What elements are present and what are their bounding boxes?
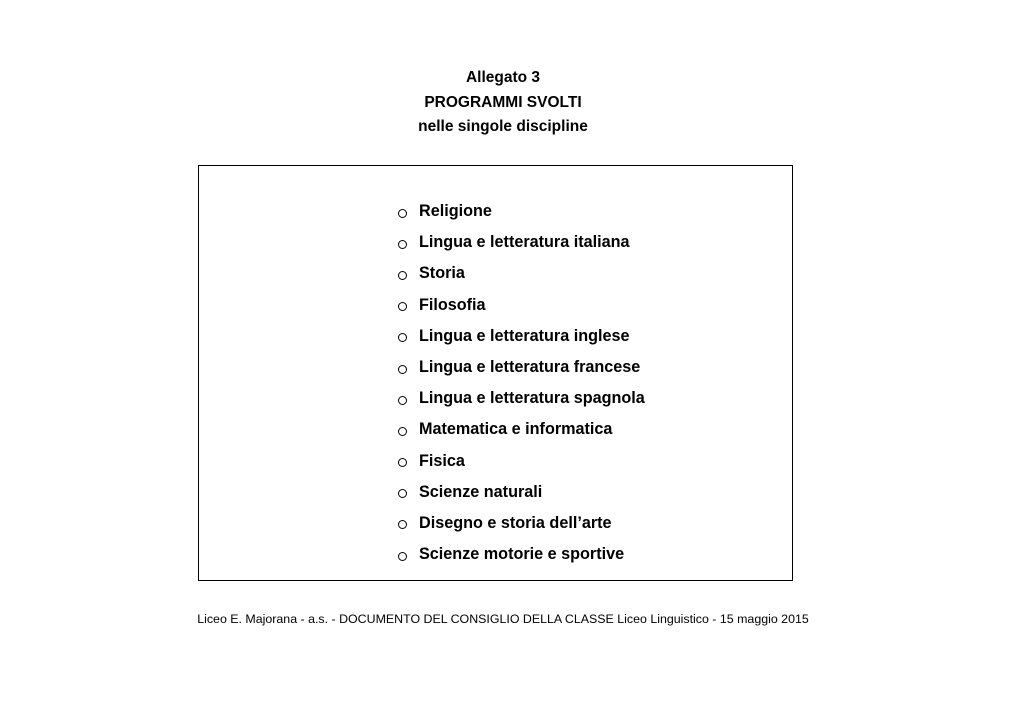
list-item — [398, 539, 645, 570]
subject-label: Religione — [419, 202, 492, 221]
list-item — [398, 446, 645, 477]
subject-label: Fisica — [419, 451, 465, 470]
list-item — [398, 321, 645, 352]
list-item — [398, 227, 645, 258]
circle-bullet-icon — [398, 552, 407, 561]
subject-label: Lingua e letteratura italiana — [419, 233, 630, 252]
subject-label: Matematica e informatica — [419, 420, 613, 439]
subject-label: Disegno e storia dell’arte — [419, 513, 612, 532]
annex-title: Allegato 3 — [465, 69, 541, 86]
circle-bullet-icon — [398, 489, 407, 498]
circle-bullet-icon — [398, 240, 407, 249]
subject-label: Lingua e letteratura spagnola — [419, 389, 645, 408]
list-item — [398, 383, 645, 414]
circle-bullet-icon — [398, 209, 407, 218]
list-item — [398, 196, 645, 227]
subject-label: Lingua e letteratura francese — [419, 358, 641, 377]
circle-bullet-icon — [398, 396, 407, 405]
list-item — [398, 258, 645, 289]
circle-bullet-icon — [398, 302, 407, 311]
list-item — [398, 477, 645, 508]
subject-label: Scienze naturali — [419, 482, 543, 501]
subject-label: Lingua e letteratura inglese — [419, 326, 630, 345]
circle-bullet-icon — [398, 271, 407, 280]
page-footer: Liceo E. Majorana - a.s. - DOCUMENTO DEL CONSIGLIO DELLA CLASSE Liceo Linguistico - 15 maggio 2015 — [197, 612, 809, 626]
subject-label: Scienze motorie e sportive — [419, 545, 625, 564]
subjects-list — [398, 196, 645, 570]
circle-bullet-icon — [398, 458, 407, 467]
list-item — [398, 508, 645, 539]
programs-subtitle: nelle singole discipline — [418, 118, 588, 135]
subject-label: Storia — [419, 264, 465, 283]
list-item — [398, 352, 645, 383]
programs-title: PROGRAMMI SVOLTI — [424, 93, 582, 111]
document-header — [0, 66, 1006, 140]
circle-bullet-icon — [398, 520, 407, 529]
circle-bullet-icon — [398, 427, 407, 436]
subject-label: Filosofia — [419, 295, 486, 314]
list-item — [398, 414, 645, 445]
circle-bullet-icon — [398, 365, 407, 374]
circle-bullet-icon — [398, 333, 407, 342]
list-item — [398, 290, 645, 321]
